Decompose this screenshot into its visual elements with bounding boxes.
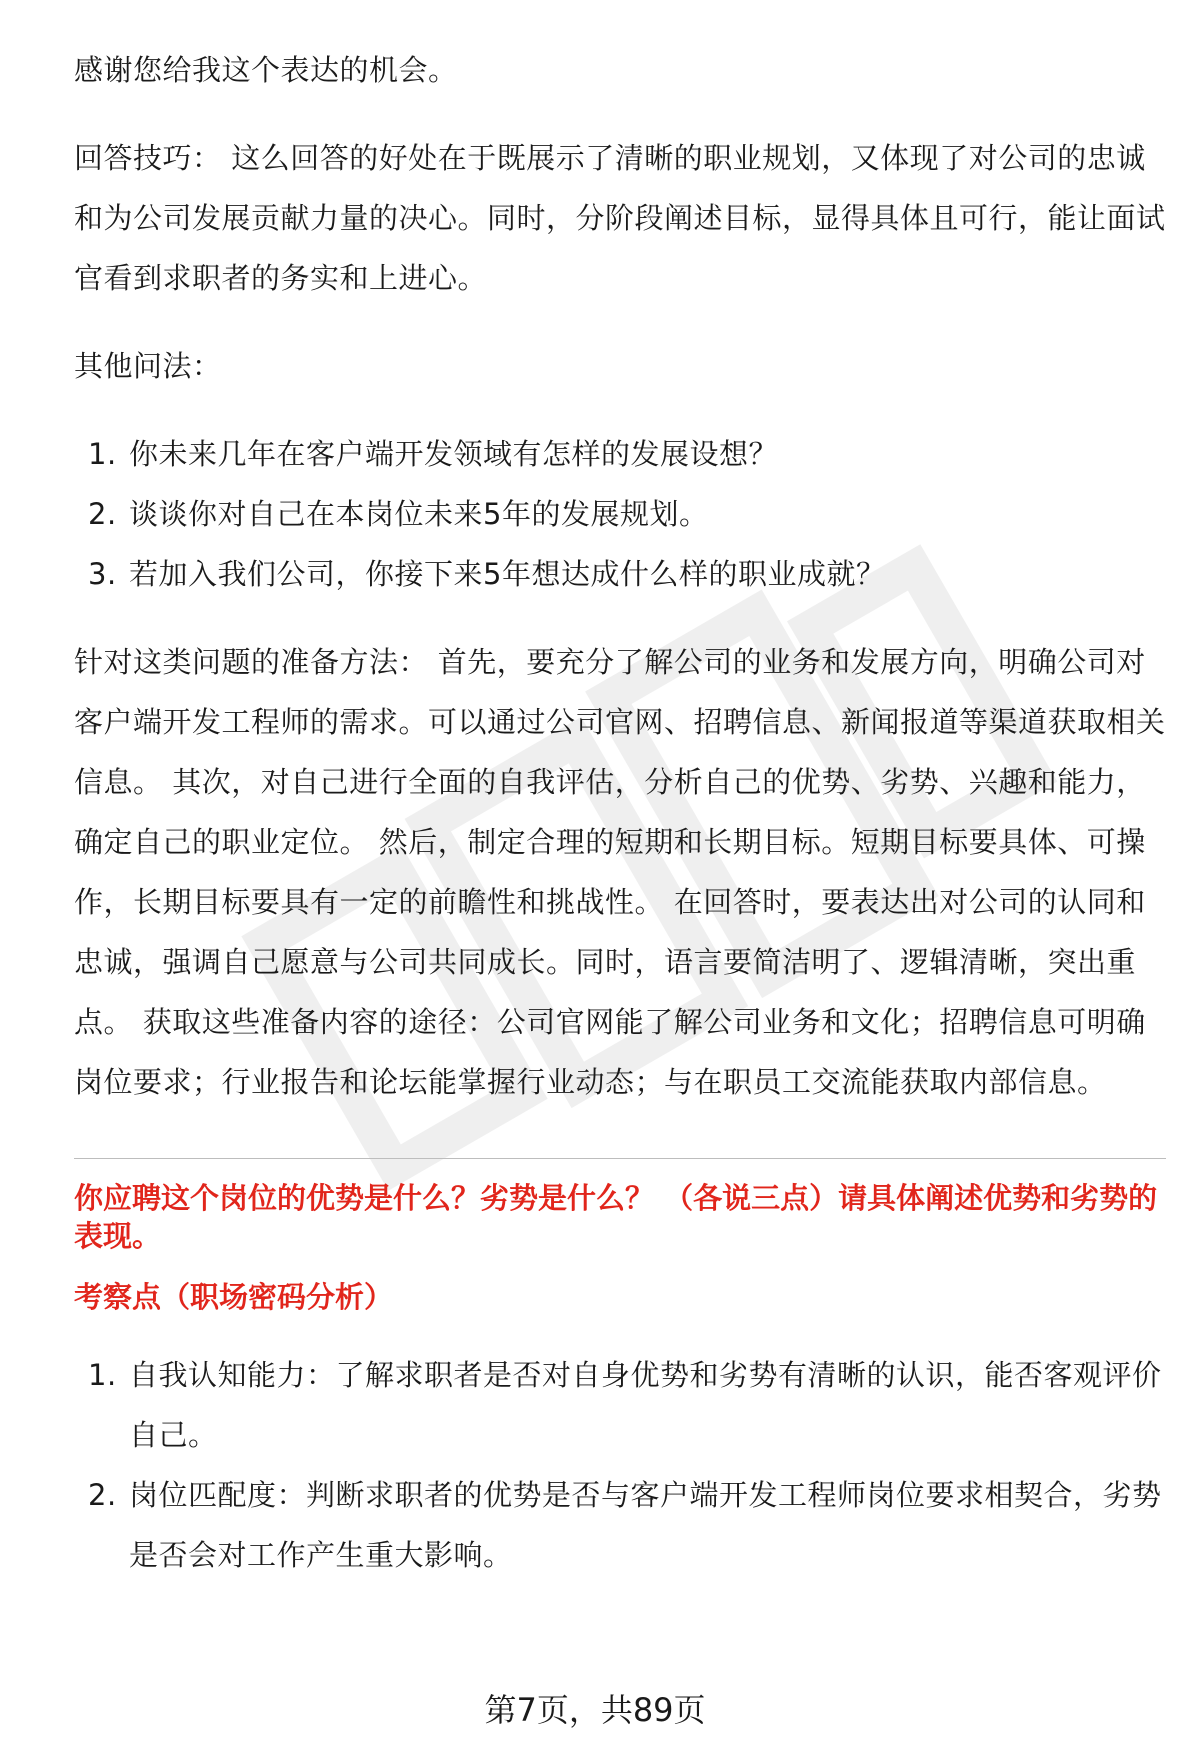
- list-number: 2.: [88, 1478, 117, 1512]
- preparation-paragraph: 针对这类问题的准备方法： 首先，要充分了解公司的业务和发展方向，明确公司对客户端开发工程师的需求。可以通过公司官网、招聘信息、新闻报道等渠道获取相关信息。 其次，对自己进行全面的自我评估，分析自己的优势、劣势、兴趣和能力，确定自己的职业定位。 然后，制定合理的短期和长期目标。短期目标要具体、可操作，长期目标要具有一定的前瞻性和挑战性。 在回答时，要表达出对公司的认同和忠诚，强调自己愿意与公司共同成长。同时，语言要简洁明了、逻辑清晰，突出重点。 获取这些准备内容的途径：公司官网能了解公司业务和文化；招聘信息可明确岗位要求；行业报告和论坛能掌握行业动态；与在职员工交流能获取内部信息。: [74, 645, 1166, 1099]
- list-item: [74, 544, 1166, 604]
- list-number: 2.: [88, 497, 117, 531]
- list-number: 1.: [88, 1358, 117, 1392]
- list-item: [74, 484, 1166, 544]
- list-item-text: 你未来几年在客户端开发领域有怎样的发展设想？: [129, 437, 779, 471]
- list-number: 3.: [88, 557, 117, 591]
- other-questions-list: [74, 424, 1166, 604]
- list-item-text: 若加入我们公司，你接下来5年想达成什么样的职业成就？: [129, 557, 886, 591]
- thanks-paragraph: 感谢您给我这个表达的机会。: [74, 53, 458, 87]
- analysis-heading: 考察点（职场密码分析）: [74, 1280, 394, 1314]
- list-item: [74, 1345, 1166, 1465]
- question-title: 你应聘这个岗位的优势是什么？劣势是什么？ （各说三点）请具体阐述优势和劣势的表现。: [74, 1181, 1158, 1253]
- analysis-points-list: [74, 1345, 1166, 1585]
- page-number-footer: 第7页，共89页: [484, 1691, 706, 1729]
- list-item: [74, 424, 1166, 484]
- list-item-text: 谈谈你对自己在本岗位未来5年的发展规划。: [129, 497, 709, 531]
- other-questions-heading: 其他问法：: [74, 349, 222, 383]
- main-content: [74, 40, 1166, 1585]
- list-item-text: 岗位匹配度：判断求职者的优势是否与客户端开发工程师岗位要求相契合，劣势是否会对工作产生重大影响。: [129, 1478, 1162, 1572]
- answer-tip-paragraph: 回答技巧： 这么回答的好处在于既展示了清晰的职业规划，又体现了对公司的忠诚和为公司发展贡献力量的决心。同时，分阶段阐述目标，显得具体且可行，能让面试官看到求职者的务实和上进心。: [74, 141, 1166, 295]
- list-item-text: 自我认知能力：了解求职者是否对自身优势和劣势有清晰的认识，能否客观评价自己。: [129, 1358, 1162, 1452]
- section-divider: [74, 1158, 1166, 1159]
- list-item: [74, 1465, 1166, 1585]
- list-number: 1.: [88, 437, 117, 471]
